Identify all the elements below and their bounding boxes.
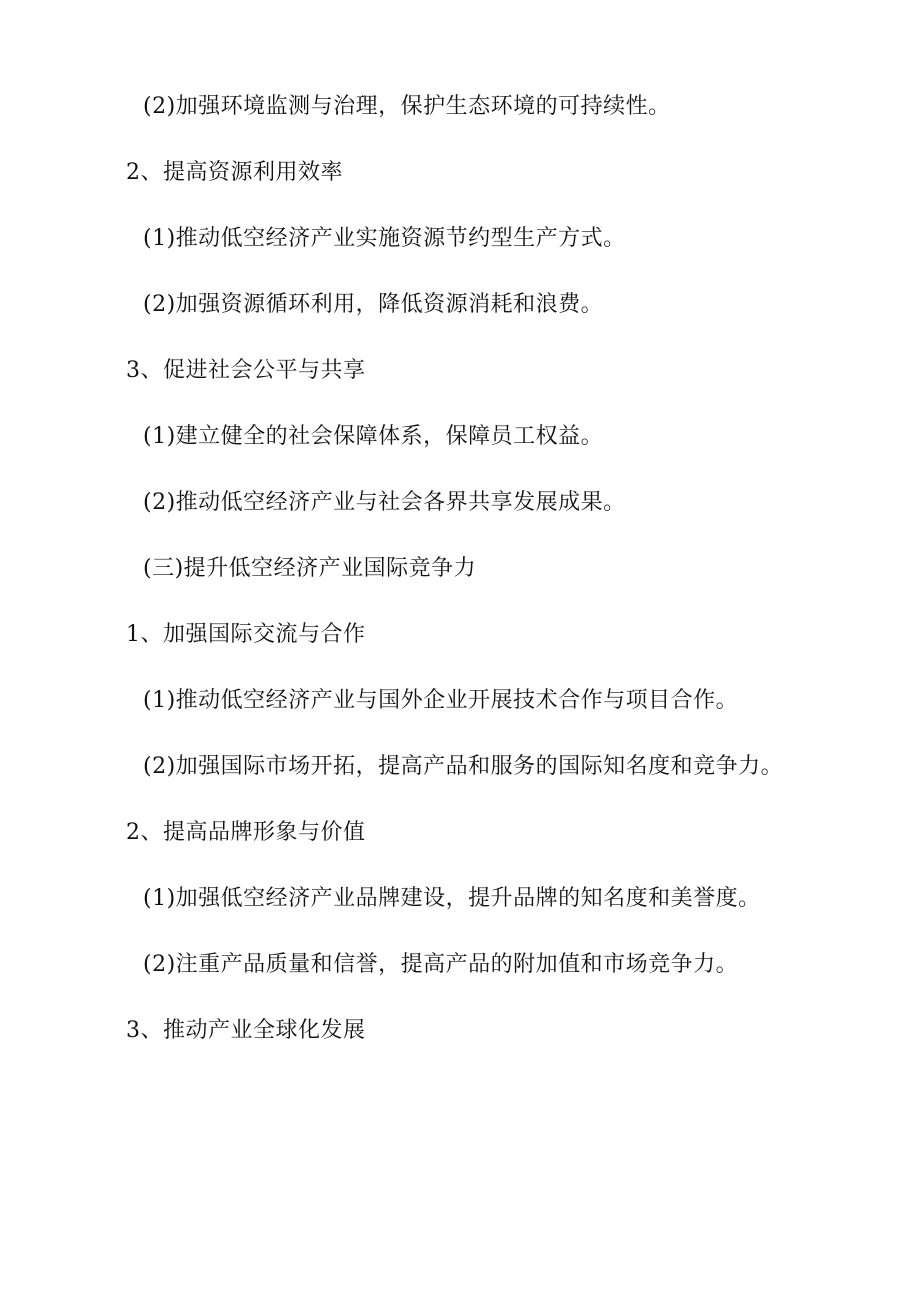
paragraph-item: (1)推动低空经济产业实施资源节约型生产方式。: [143, 226, 626, 251]
section-heading: 3、推动产业全球化发展: [126, 1018, 366, 1043]
section-heading: 2、提高品牌形象与价值: [126, 820, 366, 845]
paragraph-item: (1)推动低空经济产业与国外企业开展技术合作与项目合作。: [143, 688, 739, 713]
chapter-heading: (三)提升低空经济产业国际竞争力: [143, 556, 477, 581]
paragraph-item: (2)加强环境监测与治理，保护生态环境的可持续性。: [143, 94, 671, 119]
section-heading: 2、提高资源利用效率: [126, 160, 343, 185]
section-heading: 1、加强国际交流与合作: [126, 622, 366, 647]
paragraph-item: (2)加强国际市场开拓，提高产品和服务的国际知名度和竞争力。: [143, 754, 784, 779]
section-heading: 3、促进社会公平与共享: [126, 358, 366, 383]
paragraph-item: (2)注重产品质量和信誉，提高产品的附加值和市场竞争力。: [143, 952, 739, 977]
paragraph-item: (2)加强资源循环利用，降低资源消耗和浪费。: [143, 292, 604, 317]
paragraph-item: (1)加强低空经济产业品牌建设，提升品牌的知名度和美誉度。: [143, 886, 761, 911]
paragraph-item: (1)建立健全的社会保障体系，保障员工权益。: [143, 424, 604, 449]
paragraph-item: (2)推动低空经济产业与社会各界共享发展成果。: [143, 490, 626, 515]
